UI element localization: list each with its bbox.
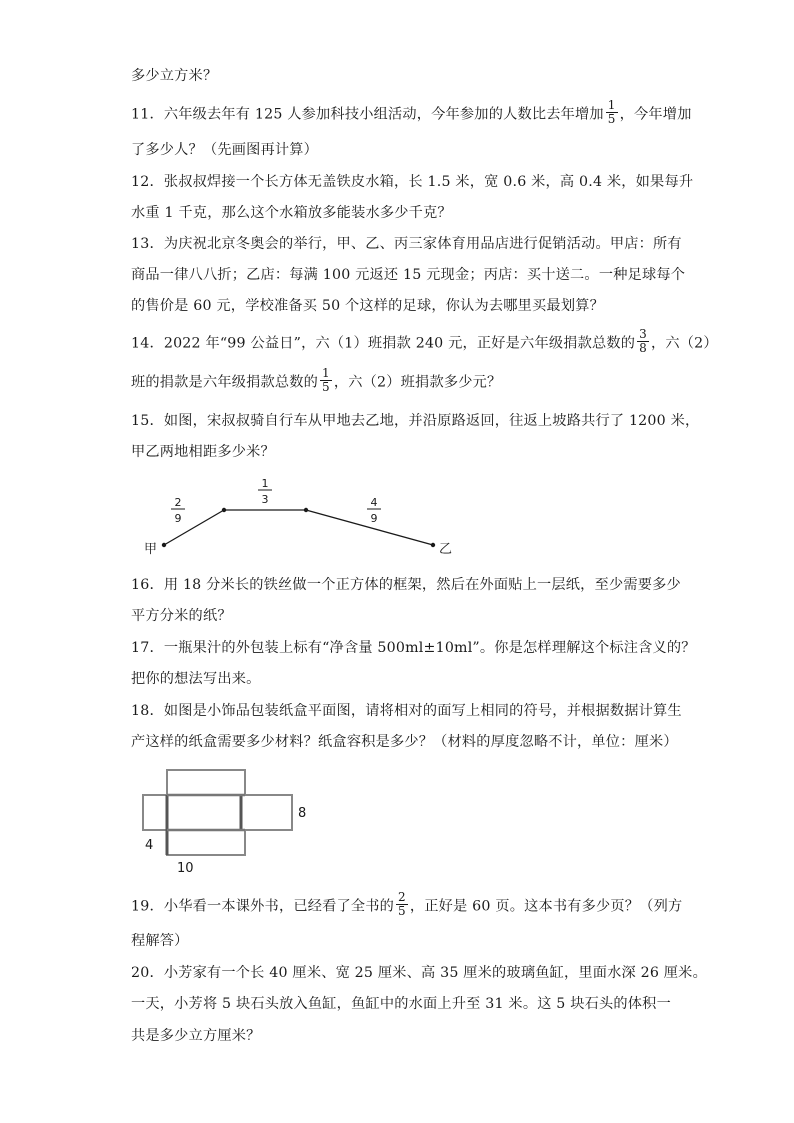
text-line: 共是多少立方厘米？: [131, 1028, 261, 1044]
point-yi: [431, 543, 435, 547]
text-segment: 14．2022 年“99 公益日”，六（1）班捐款 240 元，正好是六年级捐款总数的: [131, 335, 636, 352]
net-face-right: [241, 795, 292, 830]
fraction-denominator: 8: [639, 341, 647, 355]
text-segment: ，正好是 60 页。这本书有多少页？（列方: [409, 898, 683, 915]
turn-point: [222, 508, 226, 512]
problem-16-line: 16．用 18 分米长的铁丝做一个正方体的框架，然后在外面贴上一层纸，至少需要多少: [131, 577, 681, 593]
text-line: 商品一律八八折；乙店：每满 100 元返还 15 元现金；丙店：买十送二。一种足球每个: [131, 267, 686, 283]
fraction-numerator: 1: [607, 98, 616, 112]
net-face-left: [143, 795, 167, 830]
text-line: 产这样的纸盒需要多少材料？纸盒容积是多少？（材料的厚度忽略不计，单位：厘米）: [131, 734, 678, 750]
box-net-figure: [140, 765, 320, 880]
fraction: [637, 328, 649, 355]
net-face-top: [167, 770, 245, 795]
fraction: [606, 99, 618, 126]
text-segment: 11．六年级去年有 125 人参加科技小组活动，今年参加的人数比去年增加: [131, 106, 604, 123]
text-line: 多少立方米？: [131, 68, 218, 84]
fraction: [396, 891, 408, 918]
text-line: 水重 1 千克，那么这个水箱放多能装水多少千克？: [131, 205, 452, 221]
label-yi: 乙: [439, 542, 453, 557]
net-face-bottom: [167, 830, 245, 855]
text-line: 程解答）: [131, 933, 189, 949]
text-line: 甲乙两地相距多少米？: [131, 444, 275, 460]
fraction-numerator: 2: [174, 496, 182, 509]
fraction-denominator: 5: [398, 904, 406, 918]
dimension-label-8: 8: [298, 806, 307, 821]
problem-19-line: [131, 890, 683, 920]
problem-18-line: 18．如图是小饰品包装纸盒平面图，请将相对的面写上相同的符号，并根据数据计算生: [131, 703, 682, 719]
dimension-label-10: 10: [177, 861, 194, 876]
fraction-denominator: 9: [174, 512, 182, 525]
dimension-label-4: 4: [145, 838, 154, 853]
text-line: 的售价是 60 元，学校准备买 50 个这样的足球，你认为去哪里买最划算？: [131, 298, 604, 314]
fraction-denominator: 9: [370, 512, 378, 525]
problem-12-line: 12．张叔叔焊接一个长方体无盖铁皮水箱，长 1.5 米，宽 0.6 米，高 0.4 米，如果每升: [131, 174, 694, 190]
text-segment: 班的捐款是六年级捐款总数的: [131, 374, 319, 391]
text-segment: ，今年增加: [619, 106, 692, 123]
fraction-numerator: 4: [370, 496, 378, 509]
point-jia: [162, 543, 166, 547]
problem-15-line: 15．如图，宋叔叔骑自行车从甲地去乙地，并沿原路返回，往返上坡路共行了 1200 米，: [131, 413, 700, 429]
uphill-segment: [164, 510, 224, 545]
fraction-denominator: 3: [261, 493, 269, 506]
problem-11-line: [131, 98, 692, 128]
text-segment: ，六（2）班捐款多少元？: [333, 374, 502, 391]
problem-20-line: 20．小芳家有一个长 40 厘米、宽 25 厘米、高 35 厘米的玻璃鱼缸，里面水深 26 厘米。: [131, 965, 707, 981]
downhill-segment: [306, 510, 433, 545]
text-line: 把你的想法写出来。: [131, 671, 261, 687]
fraction: [320, 367, 332, 394]
fraction-numerator: 1: [261, 477, 269, 490]
road-figure: [135, 470, 465, 562]
text-line: 了多少人？（先画图再计算）: [131, 142, 319, 158]
turn-point: [304, 508, 308, 512]
problem-14-line: [131, 327, 718, 357]
fraction-numerator: 3: [639, 327, 647, 341]
label-jia: 甲: [144, 542, 158, 557]
problem-17-line: 17．一瓶果汁的外包装上标有“净含量 500ml±10ml”。你是怎样理解这个标注含义的？: [131, 640, 696, 656]
text-line: [131, 366, 502, 396]
problem-13-line: 13．为庆祝北京冬奥会的举行，甲、乙、丙三家体育用品店进行促销活动。甲店：所有: [131, 236, 682, 252]
fraction-numerator: 2: [398, 890, 406, 904]
net-face-front: [167, 795, 241, 830]
fraction-denominator: 5: [607, 112, 616, 126]
text-segment: 19．小华看一本课外书，已经看了全书的: [131, 898, 395, 915]
fraction-numerator: 1: [322, 366, 330, 380]
text-line: 平方分米的纸？: [131, 608, 232, 624]
text-line: 一天，小芳将 5 块石头放入鱼缸，鱼缸中的水面上升至 31 米。这 5 块石头的体积一: [131, 996, 671, 1012]
text-segment: ，六（2）: [651, 335, 718, 352]
fraction-denominator: 5: [322, 380, 330, 394]
